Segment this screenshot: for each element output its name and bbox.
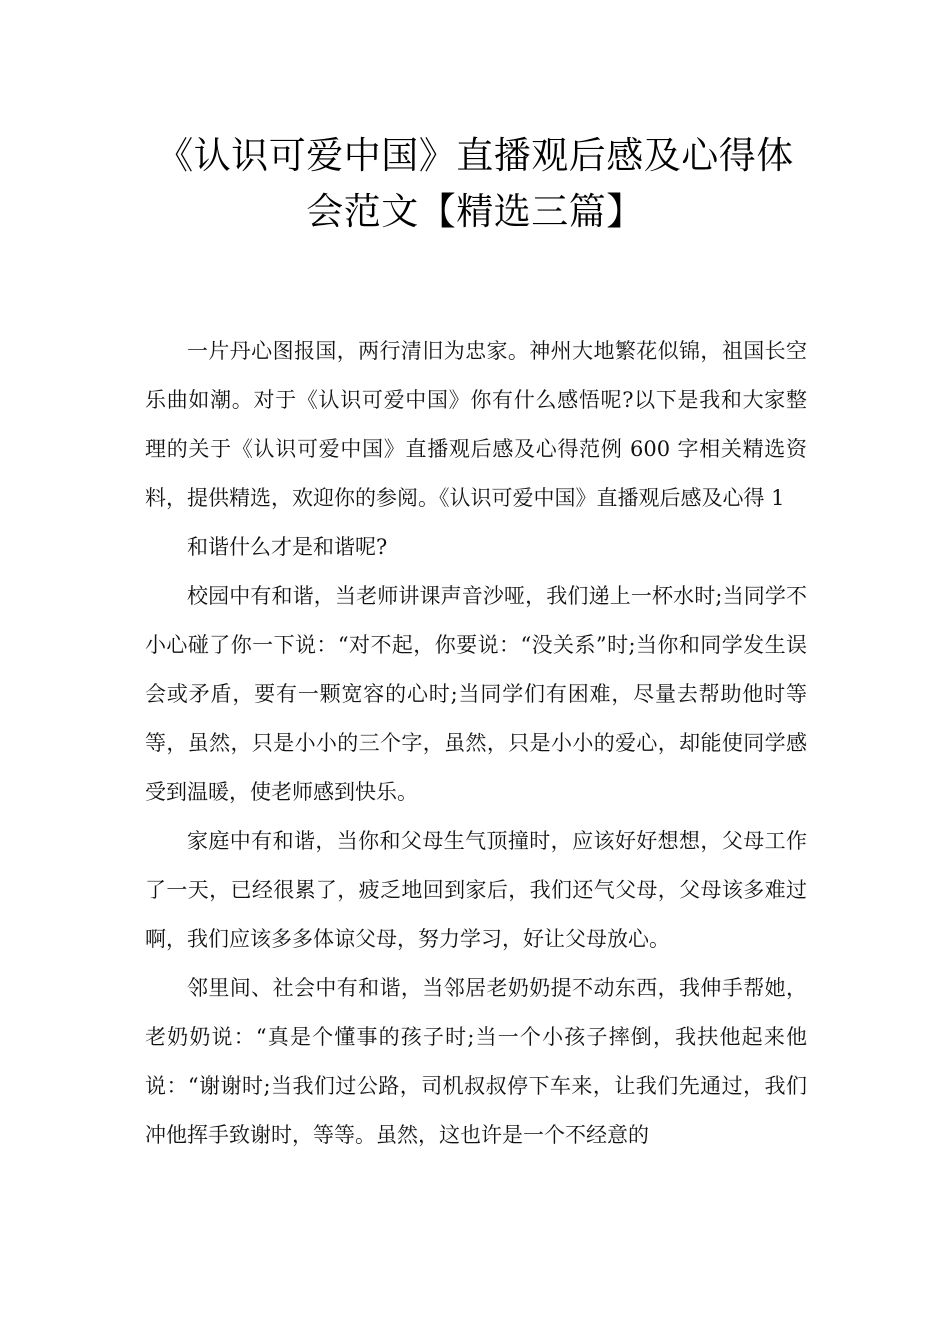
- paragraph-school: 校园中有和谐，当老师讲课声音沙哑，我们递上一杯水时;当同学不小心碰了你一下说：“对不起，你要说：“没关系”时;当你和同学发生误会或矛盾，要有一颗宽容的心时;当同学们有困难，尽量去帮助他时等等，虽然，只是小小的三个字，虽然，只是小小的爱心，却能使同学感受到温暖，使老师感到快乐。: [145, 584, 807, 804]
- title-line-1: 《认识可爱中国》直播观后感及心得体: [156, 134, 794, 177]
- document-body: [145, 327, 807, 1160]
- paragraph-neighbors: 邻里间、社会中有和谐，当邻居老奶奶提不动东西，我伸手帮她，老奶奶说：“真是个懂事的孩子时;当一个小孩子摔倒，我扶他起来他说：“谢谢时;当我们过公路，司机叔叔停下车来，让我们先通过，我们冲他挥手致谢时，等等。虽然，这也许是一个不经意的: [145, 976, 807, 1147]
- paragraph-family: 家庭中有和谐，当你和父母生气顶撞时，应该好好想想，父母工作了一天，已经很累了，疲乏地回到家后，我们还气父母，父母该多难过啊，我们应该多多体谅父母，努力学习，好让父母放心。: [145, 829, 807, 951]
- document-title: [120, 128, 830, 240]
- paragraph-intro: 一片丹心图报国，两行清旧为忠家。神州大地繁花似锦，祖国长空乐曲如潮。对于《认识可爱中国》你有什么感悟呢?以下是我和大家整理的关于《认识可爱中国》直播观后感及心得范例 600 字相关精选资料，提供精选，欢迎你的参阅。《认识可爱中国》直播观后感及心得 1: [145, 339, 807, 510]
- title-line-2: 会范文【精选三篇】: [306, 190, 644, 233]
- paragraph-question: 和谐什么才是和谐呢?: [187, 535, 388, 559]
